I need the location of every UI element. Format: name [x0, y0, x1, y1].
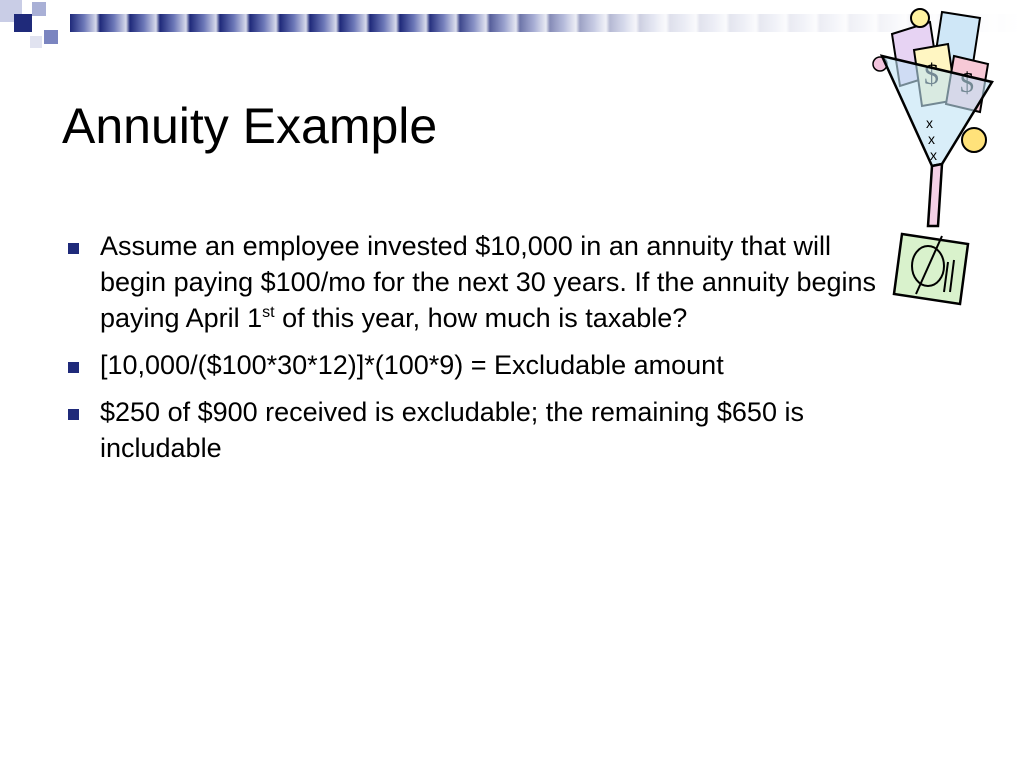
corner-square-small — [44, 30, 58, 44]
svg-text:x: x — [930, 147, 937, 163]
square-bullet-icon — [68, 409, 79, 420]
corner-square-mid — [32, 2, 46, 16]
bullet-item — [62, 347, 882, 383]
bullet-text: $250 of $900 received is excludable; the remaining $650 is includable — [100, 397, 804, 463]
bullet-text-continued: of this year, how much is taxable? — [274, 303, 688, 333]
bullet-list — [62, 228, 882, 477]
slide-title: Annuity Example — [62, 98, 438, 154]
bullet-text: [10,000/($100*30*12)]*(100*9) = Excludable amount — [100, 350, 724, 380]
header-decoration — [0, 0, 1024, 48]
corner-square-faint — [30, 36, 42, 48]
ordinal-superscript: st — [262, 304, 275, 321]
bullet-text: Assume an employee invested $10,000 in an annuity that will begin paying $100/mo for the next 30 years. If the annuity begins paying April 1 — [100, 231, 877, 333]
bullet-item — [62, 228, 882, 336]
money-funnel-clipart-icon — [872, 4, 998, 308]
bullet-item — [62, 394, 882, 466]
svg-text:x: x — [928, 131, 935, 147]
square-bullet-icon — [68, 362, 79, 373]
corner-square-dark — [14, 14, 32, 32]
square-bullet-icon — [68, 243, 79, 254]
svg-text:x: x — [926, 115, 933, 131]
